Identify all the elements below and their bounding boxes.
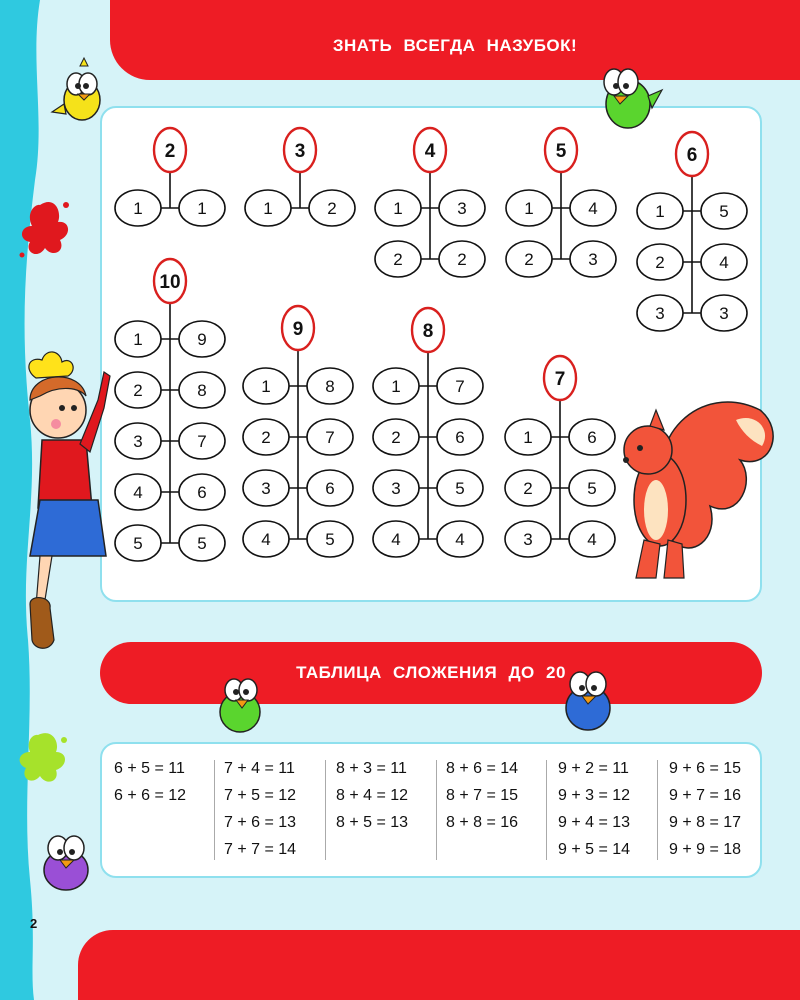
- bond-part-label: 2: [391, 428, 401, 447]
- bond-part-label: 6: [455, 428, 465, 447]
- bond-total-label: 8: [422, 321, 434, 342]
- bond-part-label: 2: [524, 250, 534, 269]
- bond-part-label: 3: [588, 250, 598, 269]
- green-bird-icon: [604, 69, 662, 128]
- addition-equation: 7 + 6 = 13: [224, 814, 297, 831]
- bond-part-label: 4: [455, 530, 465, 549]
- addition-equation: 6 + 6 = 12: [114, 787, 187, 804]
- bond-part-label: 2: [457, 250, 467, 269]
- bond-part-label: 1: [263, 199, 273, 218]
- addition-equation: 8 + 4 = 12: [336, 787, 409, 804]
- bond-total-label: 10: [159, 272, 181, 293]
- bond-part-label: 5: [719, 202, 729, 221]
- bond-part-label: 4: [133, 483, 143, 502]
- addition-equation: 8 + 5 = 13: [336, 814, 409, 831]
- bond-part-label: 5: [455, 479, 465, 498]
- addition-equation: 9 + 4 = 13: [558, 814, 631, 831]
- bond-part-label: 5: [587, 479, 597, 498]
- bond-part-label: 6: [197, 483, 207, 502]
- yellow-bird-icon: [52, 58, 100, 120]
- addition-equation: 8 + 8 = 16: [446, 814, 519, 831]
- bond-part-label: 9: [197, 330, 207, 349]
- green-bird-small-icon: [220, 679, 260, 732]
- bond-part-label: 3: [391, 479, 401, 498]
- bond-part-label: 1: [133, 330, 143, 349]
- bond-part-label: 2: [327, 199, 337, 218]
- addition-equation: 9 + 5 = 14: [558, 841, 631, 858]
- bond-total-label: 7: [554, 369, 566, 390]
- addition-equation: 8 + 7 = 15: [446, 787, 519, 804]
- addition-equation: 9 + 2 = 11: [558, 760, 629, 777]
- bond-total-label: 6: [686, 145, 698, 166]
- bond-part-label: 8: [197, 381, 207, 400]
- bond-part-label: 4: [391, 530, 401, 549]
- bond-part-label: 2: [261, 428, 271, 447]
- bond-total-label: 4: [424, 141, 436, 162]
- bond-part-label: 5: [325, 530, 335, 549]
- bond-part-label: 1: [197, 199, 207, 218]
- girl-illustration-icon: [29, 352, 110, 648]
- bond-part-label: 7: [455, 377, 465, 396]
- bond-part-label: 1: [391, 377, 401, 396]
- bond-part-label: 1: [655, 202, 665, 221]
- addition-equation: 9 + 9 = 18: [669, 841, 742, 858]
- bond-part-label: 3: [523, 530, 533, 549]
- bond-part-label: 2: [655, 253, 665, 272]
- addition-equation: 9 + 6 = 15: [669, 760, 742, 777]
- bond-part-label: 1: [523, 428, 533, 447]
- bond-part-label: 5: [133, 534, 143, 553]
- bond-part-label: 6: [587, 428, 597, 447]
- addition-equation: 6 + 5 = 11: [114, 760, 185, 777]
- bond-part-label: 4: [261, 530, 271, 549]
- bond-part-label: 1: [133, 199, 143, 218]
- bond-part-label: 3: [719, 304, 729, 323]
- bond-part-label: 1: [393, 199, 403, 218]
- header-title: ЗНАТЬ ВСЕГДА НАЗУБОК!: [332, 36, 578, 55]
- bond-total-label: 3: [294, 141, 306, 162]
- bond-part-label: 6: [325, 479, 335, 498]
- addition-equation: 9 + 7 = 16: [669, 787, 742, 804]
- addition-equation: 7 + 4 = 11: [224, 760, 295, 777]
- bond-total-label: 9: [292, 319, 304, 340]
- purple-bird-icon: [44, 836, 88, 890]
- bond-part-label: 7: [325, 428, 335, 447]
- bond-total-label: 5: [555, 141, 567, 162]
- bond-part-label: 2: [133, 381, 143, 400]
- addition-table-title: ТАБЛИЦА СЛОЖЕНИЯ ДО 20: [296, 663, 566, 682]
- bond-total-label: 2: [164, 141, 176, 162]
- addition-equation: 7 + 5 = 12: [224, 787, 297, 804]
- addition-equation: 9 + 8 = 17: [669, 814, 742, 831]
- bond-part-label: 1: [261, 377, 271, 396]
- bond-part-label: 3: [655, 304, 665, 323]
- page-number: 2: [30, 916, 38, 931]
- blue-bird-icon: [566, 672, 610, 730]
- bond-part-label: 2: [523, 479, 533, 498]
- bond-part-label: 4: [719, 253, 729, 272]
- bond-part-label: 8: [325, 377, 335, 396]
- bond-part-label: 3: [261, 479, 271, 498]
- addition-equation: 8 + 6 = 14: [446, 760, 519, 777]
- green-splash-icon: [20, 733, 67, 782]
- bond-part-label: 4: [587, 530, 597, 549]
- bond-part-label: 5: [197, 534, 207, 553]
- red-splash-icon: [20, 202, 70, 258]
- addition-equation: 8 + 3 = 11: [336, 760, 407, 777]
- bond-part-label: 3: [133, 432, 143, 451]
- addition-equation: 7 + 7 = 14: [224, 841, 297, 858]
- addition-equation: 9 + 3 = 12: [558, 787, 631, 804]
- bond-part-label: 1: [524, 199, 534, 218]
- squirrel-illustration-icon: [623, 402, 773, 578]
- bond-part-label: 3: [457, 199, 467, 218]
- bond-part-label: 4: [588, 199, 598, 218]
- bond-part-label: 7: [197, 432, 207, 451]
- bond-part-label: 2: [393, 250, 403, 269]
